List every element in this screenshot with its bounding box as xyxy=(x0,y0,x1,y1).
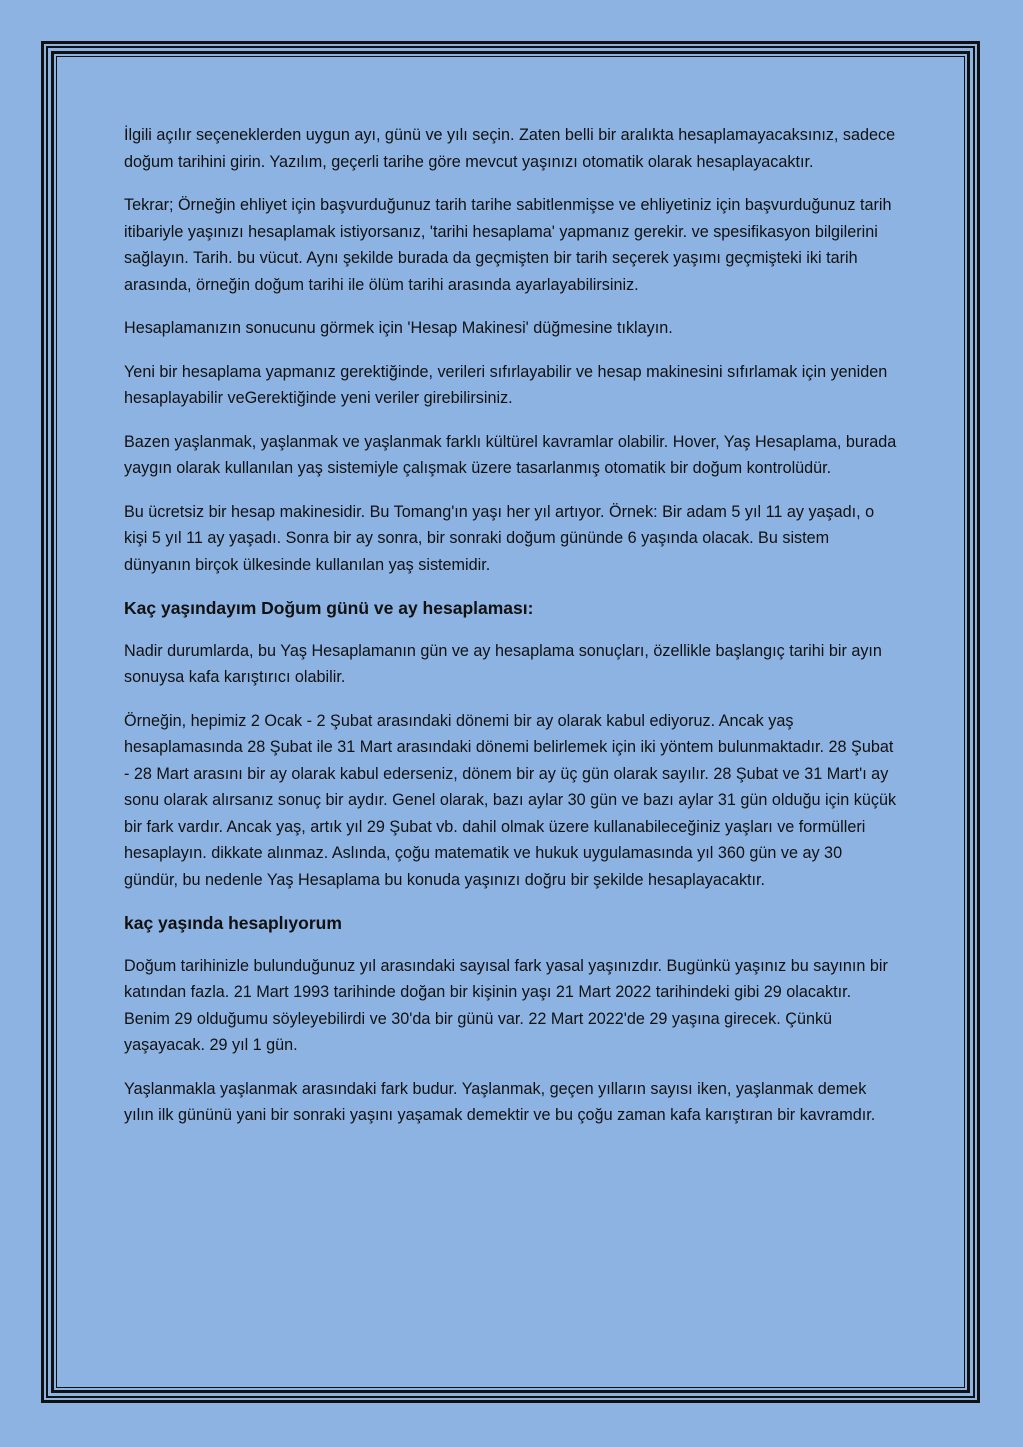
paragraph: Hesaplamanızın sonucunu görmek için 'Hesap Makinesi' düğmesine tıklayın. xyxy=(124,319,673,337)
paragraph: Örneğin, hepimiz 2 Ocak - 2 Şubat arasındaki dönemi bir ay olarak kabul ediyoruz. Ancak yaş hesaplamasında 28 Şubat ile 31 Mart arasındaki dönemi belirlemek için iki yöntem bulunmaktadır. 28 Şubat - 28 Mart arasını bir ay olarak kabul ederseniz, dönem bir ay üç gün olarak sayılır. 28 Şubat ve 31 Mart'ı ay sonu olarak alırsanız sonuç bir aydır. Genel olarak, bazı aylar 30 gün ve bazı aylar 31 gün olduğu için küçük bir fark vardır. Ancak yaş, artık yıl 29 Şubat vb. dahil olmak üzere kullanabileceğiniz yaşları ve formülleri hesaplayın. dikkate alınmaz. Aslında, çoğu matematik ve hukuk uygulamasında yıl 360 gün ve ay 30 gündür, bu nedenle Yaş Hesaplama bu konuda yaşınızı doğru bir şekilde hesaplayacaktır. xyxy=(124,711,897,889)
document-body xyxy=(124,122,899,1146)
paragraph: Nadir durumlarda, bu Yaş Hesaplamanın gün ve ay hesaplama sonuçları, özellikle başlangıç tarihi bir ayın sonuysa kafa karıştırıcı olabilir. xyxy=(124,641,882,686)
paragraph: Doğum tarihinizle bulunduğunuz yıl arasındaki sayısal fark yasal yaşınızdır. Bugünkü yaşınız bu sayının bir katından fazla. 21 Mart 1993 tarihinde doğan bir kişinin yaşı 21 Mart 2022 tarihindeki gibi 29 olacaktır. Benim 29 olduğumu söyleyebilirdi ve 30'da bir günü var. 22 Mart 2022'de 29 yaşına girecek. Çünkü yaşayacak. 29 yıl 1 gün. xyxy=(124,956,888,1054)
section-heading: Kaç yaşındayım Doğum günü ve ay hesaplaması: xyxy=(124,598,534,618)
paragraph: İlgili açılır seçeneklerden uygun ayı, günü ve yılı seçin. Zaten belli bir aralıkta hesaplamayacaksınız, sadece doğum tarihini girin. Yazılım, geçerli tarihe göre mevcut yaşınızı otomatik olarak hesaplayacaktır. xyxy=(124,126,896,171)
section-heading: kaç yaşında hesaplıyorum xyxy=(124,913,342,933)
paragraph: Bu ücretsiz bir hesap makinesidir. Bu Tomang'ın yaşı her yıl artıyor. Örnek: Bir adam 5 yıl 11 ay yaşadı, o kişi 5 yıl 11 ay yaşadı. Sonra bir ay sonra, bir sonraki doğum gününde 6 yaşında olacak. Bu sistem dünyanın birçok ülkesinde kullanılan yaş sistemidir. xyxy=(124,502,875,574)
paragraph: Yaşlanmakla yaşlanmak arasındaki fark budur. Yaşlanmak, geçen yılların sayısı iken, yaşlanmak demek yılın ilk gününü yani bir sonraki yaşını yaşamak demektir ve bu çoğu zaman kafa karıştıran bir kavramdır. xyxy=(124,1079,876,1124)
paragraph: Tekrar; Örneğin ehliyet için başvurduğunuz tarih tarihe sabitlenmişse ve ehliyetiniz için başvurduğunuz tarih itibariyle yaşınızı hesaplamak istiyorsanız, 'tarihi hesaplama' yapmanız gerekir. ve spesifikasyon bilgilerini sağlayın. Tarih. bu vücut. Aynı şekilde burada da geçmişten bir tarih seçerek yaşımı geçmişteki iki tarih arasında, örneğin doğum tarihi ile ölüm tarihi arasında ayarlayabilirsiniz. xyxy=(124,196,892,294)
paragraph: Yeni bir hesaplama yapmanız gerektiğinde, verileri sıfırlayabilir ve hesap makinesini sıfırlamak için yeniden hesaplayabilir veGerektiğinde yeni veriler girebilirsiniz. xyxy=(124,362,888,407)
paragraph: Bazen yaşlanmak, yaşlanmak ve yaşlanmak farklı kültürel kavramlar olabilir. Hover, Yaş Hesaplama, burada yaygın olarak kullanılan yaş sistemiyle çalışmak üzere tasarlanmış otomatik bir doğum kontrolüdür. xyxy=(124,432,897,477)
